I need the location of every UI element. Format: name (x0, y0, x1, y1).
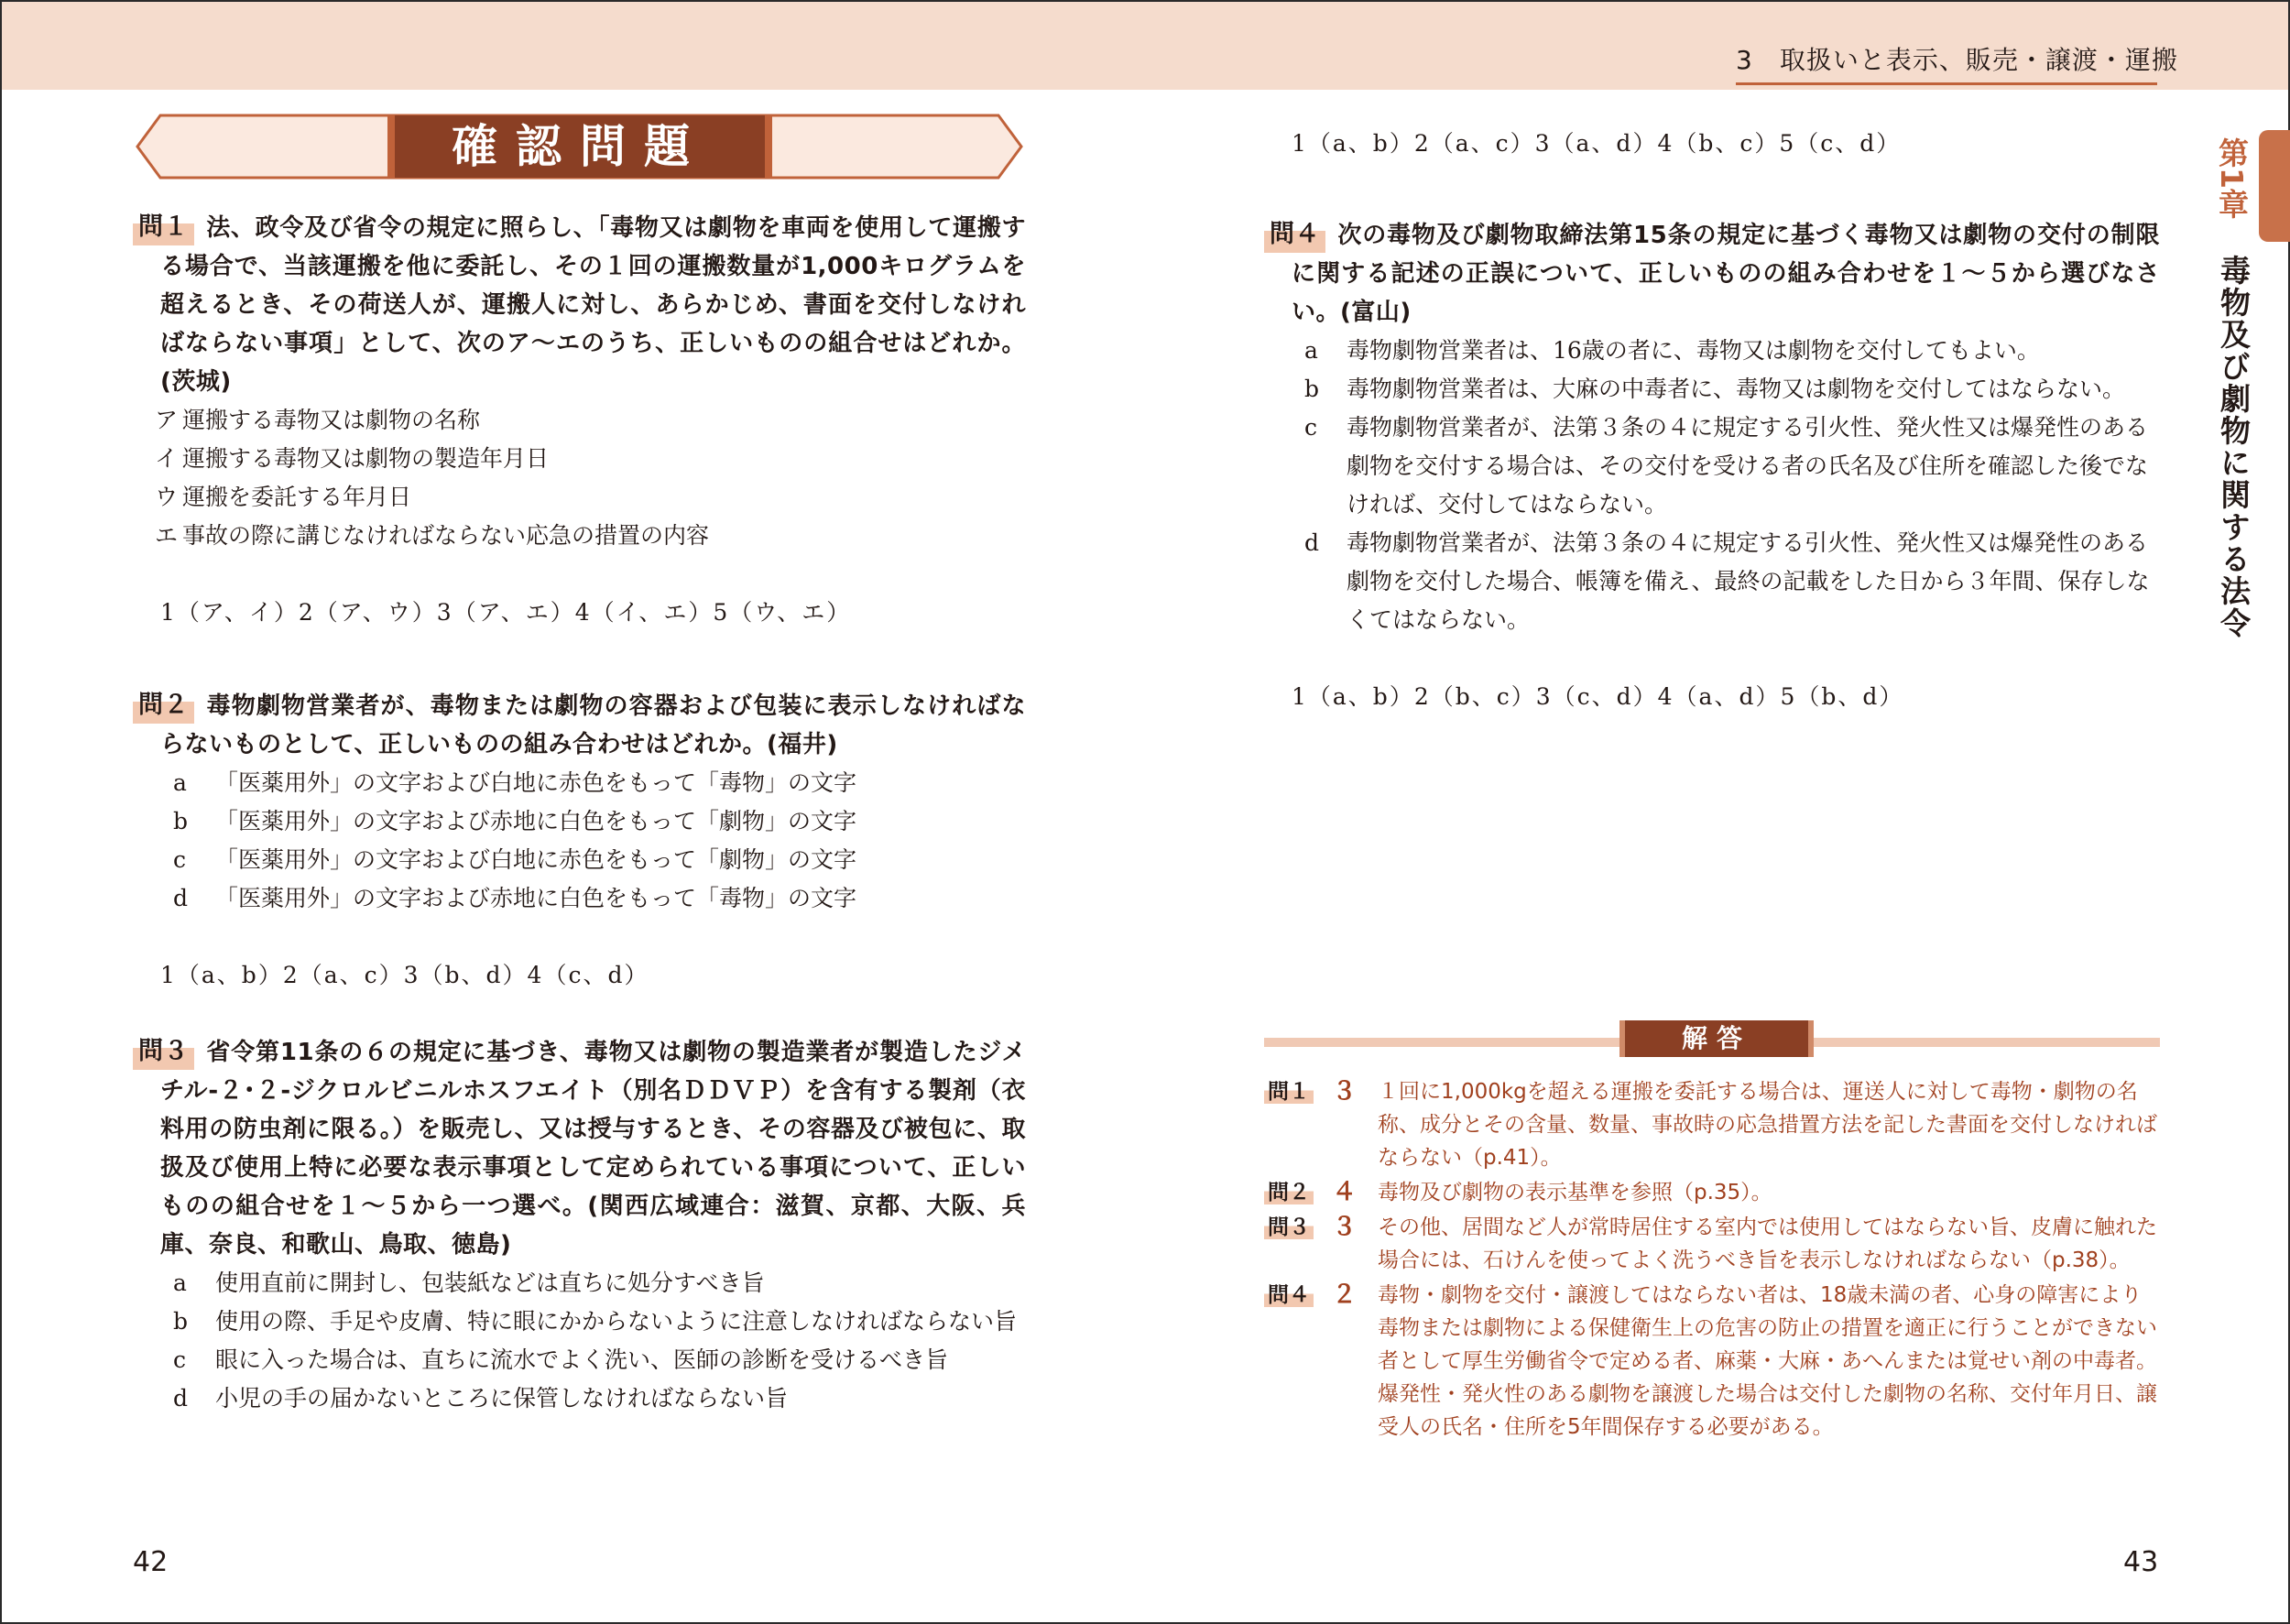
question-2-text: 毒物劇物営業者が、毒物または劇物の容器および包装に表示しなければならないものとして、正しいものの組み合わせはどれか。(福井) (160, 692, 1026, 758)
question-1-option-b (133, 440, 1026, 478)
option-key: d (173, 1385, 189, 1411)
option-key: ウ (155, 484, 179, 510)
option-key: c (173, 846, 187, 873)
option-text: 「医薬用外」の文字および赤地に白色をもって「毒物」の文字 (215, 885, 857, 911)
option-key: エ (155, 522, 179, 549)
answer-title: 解答 (1619, 1020, 1814, 1057)
chapter-number: 第1章 (2214, 137, 2250, 219)
option-text: 毒物劇物営業者は、大麻の中毒者に、毒物又は劇物を交付してはならない。 (1347, 376, 2126, 402)
page-number-right: 43 (2123, 1546, 2159, 1578)
question-1-option-a (133, 401, 1026, 440)
option-key: c (173, 1346, 187, 1373)
answer-label: 問３ (1264, 1215, 1314, 1239)
question-2-label: 問２ (133, 687, 194, 724)
option-key: d (173, 885, 189, 911)
option-key: a (173, 769, 187, 796)
question-2-option-d (133, 879, 1026, 918)
option-key: b (173, 1308, 189, 1335)
answer-number: ４ (1332, 1178, 1357, 1206)
question-3-label: 問３ (133, 1033, 194, 1070)
running-head: 3 取扱いと表示、販売・譲渡・運搬 (1736, 40, 2157, 85)
question-3-option-c (133, 1341, 1026, 1379)
option-text: 毒物劇物営業者は、16歳の者に、毒物又は劇物を交付してもよい。 (1347, 337, 2040, 364)
chapter-tab (2259, 130, 2290, 242)
question-1-text-block (133, 209, 1026, 401)
answer-number: ３ (1332, 1077, 1357, 1106)
answer-section (1264, 1020, 2160, 1444)
question-2 (133, 687, 1026, 995)
banner-title: 確認問題 (452, 119, 708, 173)
question-3-option-b (133, 1302, 1026, 1341)
option-text: 運搬を委託する年月日 (182, 484, 412, 510)
option-text: 運搬する毒物又は劇物の名称 (182, 407, 481, 433)
answer-explanation: その他、居間など人が常時居住する室内では使用してはならない旨、皮膚に触れた場合には、石けんを使ってよく洗うべき旨を表示しなければならない（p.38）。 (1378, 1215, 2157, 1272)
option-key: ア (155, 407, 179, 433)
answer-explanation: １回に1,000kgを超える運搬を委託する場合は、運送人に対して毒物・劇物の名称、成分とその含量、数量、事故時の応急措置方法を記した書面を交付しなければならない（p.41）。 (1378, 1080, 2157, 1170)
answer-label: 問４ (1264, 1283, 1314, 1307)
question-1 (133, 209, 1026, 632)
option-key: d (1304, 529, 1320, 556)
option-text: 「医薬用外」の文字および白地に赤色をもって「劇物」の文字 (215, 846, 857, 873)
answer-item-1 (1264, 1075, 2160, 1174)
option-text: 「医薬用外」の文字および白地に赤色をもって「毒物」の文字 (215, 769, 857, 796)
question-1-label: 問１ (133, 209, 194, 245)
option-text: 使用直前に開封し、包装紙などは直ちに処分すべき旨 (215, 1270, 765, 1296)
question-3-option-a (133, 1264, 1026, 1302)
question-2-choices: 1（a、b）2（a、c）3（b、d）4（c、d） (160, 962, 649, 988)
option-text: 事故の際に講じなければならない応急の措置の内容 (182, 522, 710, 549)
answer-number: ３ (1332, 1213, 1357, 1241)
question-3-choices: 1（a、b）2（a、c）3（a、d）4（b、c）5（c、d） (1292, 130, 1902, 157)
page-number-left: 42 (133, 1546, 169, 1578)
question-4-label: 問４ (1264, 216, 1325, 253)
question-3-text-block (133, 1033, 1026, 1264)
option-key: a (1304, 337, 1318, 364)
section-banner (133, 112, 1026, 181)
answer-explanation: 毒物・劇物を交付・譲渡してはならない者は、18歳未満の者、心身の障害により毒物または劇物による保健衛生上の危害の防止の措置を適正に行うことができない者として厚生労働省令で定める者、麻薬・大麻・あへんまたは覚せい剤の中毒者。爆発性・発火性のある劇物を譲渡した場合は交付した劇物の名称、交付年月日、譲受人の氏名・住所を5年間保存する必要がある。 (1378, 1283, 2157, 1439)
option-text: 眼に入った場合は、直ちに流水でよく洗い、医師の診断を受けるべき旨 (215, 1346, 949, 1373)
question-3 (133, 1033, 1026, 1418)
answer-item-3 (1264, 1211, 2160, 1277)
question-4-text-block (1264, 216, 2160, 332)
option-text: 小児の手の届かないところに保管しなければならない旨 (215, 1385, 789, 1411)
option-text: 使用の際、手足や皮膚、特に眼にかからないように注意しなければならない旨 (215, 1308, 1018, 1335)
option-text: 運搬する毒物又は劇物の製造年月日 (182, 445, 550, 472)
question-2-option-c (133, 841, 1026, 879)
answer-item-4 (1264, 1279, 2160, 1444)
question-2-option-a (133, 764, 1026, 802)
option-key: b (1304, 376, 1320, 402)
option-key: イ (155, 445, 179, 472)
option-text: 「医薬用外」の文字および赤地に白色をもって「劇物」の文字 (215, 808, 857, 834)
option-text: 毒物劇物営業者が、法第３条の４に規定する引火性、発火性又は爆発性のある劇物を交付する場合は、その交付を受ける者の氏名及び住所を確認した後でなければ、交付してはならない。 (1347, 414, 2149, 518)
option-key: b (173, 808, 189, 834)
chapter-title: 毒物及び劇物に関する法令 (2216, 255, 2252, 639)
question-4-choices: 1（a、b）2（b、c）3（c、d）4（a、d）5（b、d） (1292, 683, 1904, 710)
question-3-text: 省令第11条の６の規定に基づき、毒物又は劇物の製造業者が製造したジメチル-２･２-ジクロルビニルホスフエイト（別名ＤＤＶＰ）を含有する製剤（衣料用の防虫剤に限る。）を販売し、又は授与するとき、その容器及び被包に、取扱及び使用上特に必要な表示事項として定められている事項について、正しいものの組合せを１～５から一つ選べ。(関西広域連合：滋賀、京都、大阪、兵庫、奈良、和歌山、鳥取、徳島) (160, 1039, 1026, 1259)
question-3-option-d (133, 1379, 1026, 1418)
question-4-option-d (1264, 524, 2160, 639)
question-4-option-b (1264, 370, 2160, 409)
question-1-choices: 1（ア、イ）2（ア、ウ）3（ア、エ）4（イ、エ）5（ウ、エ） (160, 599, 852, 626)
question-4-option-c (1264, 409, 2160, 524)
answer-item-2 (1264, 1176, 2160, 1209)
option-text: 毒物劇物営業者が、法第３条の４に規定する引火性、発火性又は爆発性のある劇物を交付した場合、帳簿を備え、最終の記載をした日から３年間、保存しなくてはならない。 (1347, 529, 2150, 633)
answer-label: 問２ (1264, 1181, 1314, 1204)
question-1-text: 法、政令及び省令の規定に照らし、「毒物又は劇物を車両を使用して運搬する場合で、当該運搬を他に委託し、その１回の運搬数量が1,000キログラムを超えるとき、その荷送人が、運搬人に対し、あらかじめ、書面を交付しなければならない事項」として、次のア～エのうち、正しいものの組合せはどれか。(茨城) (160, 214, 1026, 396)
question-1-option-c (133, 478, 1026, 517)
answer-number: ２ (1332, 1281, 1357, 1309)
question-1-option-d (133, 517, 1026, 555)
question-4-text: 次の毒物及び劇物取締法第15条の規定に基づく毒物又は劇物の交付の制限に関する記述の正誤について、正しいものの組み合わせを１～５から選びなさい。(富山) (1292, 222, 2160, 326)
question-2-text-block (133, 687, 1026, 764)
answer-label: 問１ (1264, 1080, 1314, 1104)
question-4-option-a (1264, 332, 2160, 370)
answer-explanation: 毒物及び劇物の表示基準を参照（p.35）。 (1378, 1181, 1772, 1204)
question-3-continued (1264, 125, 2160, 163)
question-2-option-b (133, 802, 1026, 841)
option-key: c (1304, 414, 1318, 441)
question-4 (1264, 216, 2160, 716)
option-key: a (173, 1270, 187, 1296)
answer-header (1264, 1020, 2160, 1057)
